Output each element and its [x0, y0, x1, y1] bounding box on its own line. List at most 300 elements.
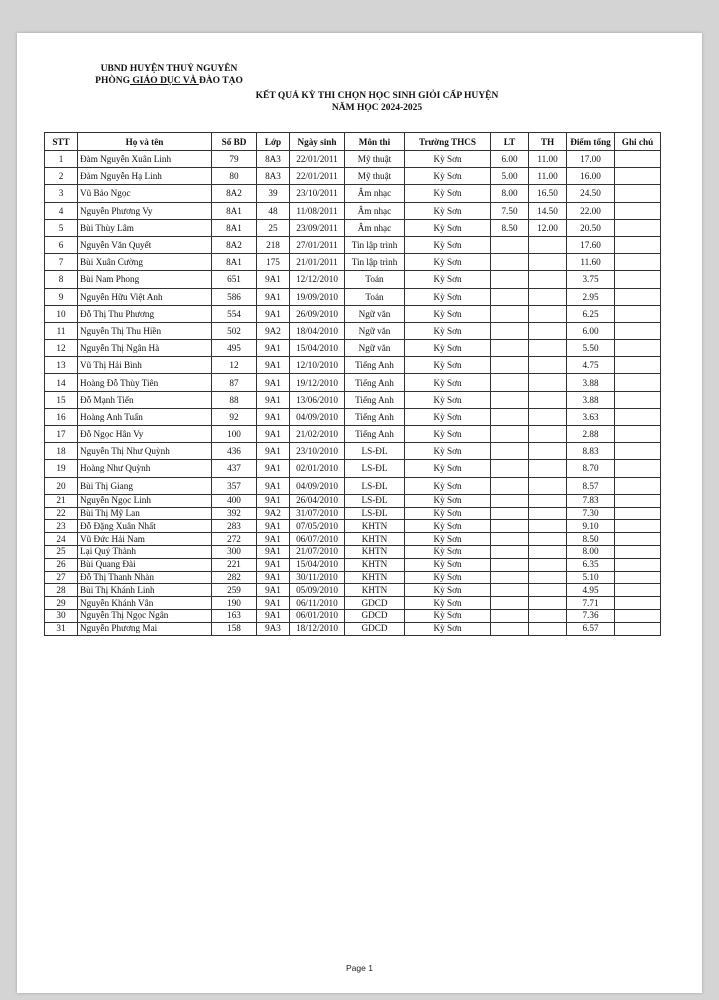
org-line-2-underlined: GIÁO DỤC VÀ — [129, 76, 199, 86]
table-cell — [491, 545, 529, 558]
table-cell: Đỗ Thị Thanh Nhàn — [78, 571, 212, 584]
table-cell: 221 — [212, 558, 257, 571]
table-cell: 100 — [212, 426, 257, 443]
table-cell: Bùi Xuân Cường — [78, 254, 212, 271]
table-cell — [491, 609, 529, 622]
table-cell: 22.00 — [567, 202, 615, 219]
table-cell: Kỳ Sơn — [405, 609, 491, 622]
table-cell — [529, 236, 567, 253]
table-cell: 7 — [45, 254, 78, 271]
table-cell: 07/05/2010 — [290, 520, 345, 533]
table-cell — [491, 254, 529, 271]
table-cell: 6.57 — [567, 622, 615, 635]
table-cell: GDCD — [345, 609, 405, 622]
table-cell: Kỳ Sơn — [405, 219, 491, 236]
table-cell: 16.00 — [567, 168, 615, 185]
table-cell: LS-ĐL — [345, 477, 405, 494]
table-cell: LS-ĐL — [345, 494, 405, 507]
table-cell: 24.50 — [567, 185, 615, 202]
table-cell: 18/12/2010 — [290, 622, 345, 635]
table-cell: KHTN — [345, 584, 405, 597]
issuing-organization — [69, 63, 269, 87]
table-cell — [615, 597, 661, 610]
document-title — [177, 90, 577, 114]
org-line-1: UBND HUYỆN THUỶ NGUYÊN — [100, 64, 238, 74]
table-cell — [615, 622, 661, 635]
table-row — [45, 271, 661, 288]
page-number: Page 1 — [346, 963, 373, 973]
table-cell: 30 — [45, 609, 78, 622]
column-header: Họ và tên — [78, 133, 212, 151]
table-cell: 12 — [45, 340, 78, 357]
table-cell: 3.88 — [567, 391, 615, 408]
table-cell: 25 — [45, 545, 78, 558]
table-cell — [615, 507, 661, 520]
table-cell: 21/07/2010 — [290, 545, 345, 558]
table-cell: Bùi Thị Khánh Linh — [78, 584, 212, 597]
table-cell: 17.60 — [567, 236, 615, 253]
table-cell — [491, 288, 529, 305]
table-cell: Nguyễn Thị Thu Hiền — [78, 322, 212, 339]
table-row — [45, 494, 661, 507]
table-cell: Kỳ Sơn — [405, 426, 491, 443]
table-cell — [529, 391, 567, 408]
table-cell: 8A1 — [212, 202, 257, 219]
table-cell — [491, 558, 529, 571]
table-cell: 6.00 — [567, 322, 615, 339]
table-cell — [529, 254, 567, 271]
table-cell — [529, 340, 567, 357]
table-cell: 15/04/2010 — [290, 340, 345, 357]
table-cell: 272 — [212, 533, 257, 546]
table-cell: Tiếng Anh — [345, 391, 405, 408]
table-cell: 8A1 — [212, 219, 257, 236]
table-cell — [491, 571, 529, 584]
table-cell — [491, 460, 529, 477]
table-cell — [491, 507, 529, 520]
column-header: Lớp — [257, 133, 290, 151]
column-header: STT — [45, 133, 78, 151]
table-cell: 06/01/2010 — [290, 609, 345, 622]
table-cell — [615, 357, 661, 374]
table-cell: LS-ĐL — [345, 443, 405, 460]
column-header: LT — [491, 133, 529, 151]
table-cell: 25 — [257, 219, 290, 236]
table-cell: 24 — [45, 533, 78, 546]
table-cell: 163 — [212, 609, 257, 622]
table-cell — [529, 477, 567, 494]
table-cell — [491, 443, 529, 460]
table-cell: Bùi Nam Phong — [78, 271, 212, 288]
table-cell — [615, 520, 661, 533]
table-cell: Ngữ văn — [345, 340, 405, 357]
table-cell: 19/12/2010 — [290, 374, 345, 391]
table-cell: 88 — [212, 391, 257, 408]
table-cell: 175 — [257, 254, 290, 271]
table-cell: Kỳ Sơn — [405, 477, 491, 494]
table-cell: 26 — [45, 558, 78, 571]
table-cell — [615, 545, 661, 558]
table-cell — [491, 374, 529, 391]
table-cell: 392 — [212, 507, 257, 520]
header-row — [45, 133, 661, 151]
table-cell — [491, 271, 529, 288]
table-cell: 21/02/2010 — [290, 426, 345, 443]
table-cell: 436 — [212, 443, 257, 460]
table-body — [45, 151, 661, 636]
table-cell — [529, 305, 567, 322]
table-cell — [529, 408, 567, 425]
table-cell: 9A1 — [257, 408, 290, 425]
table-row — [45, 460, 661, 477]
table-cell — [615, 236, 661, 253]
table-cell: Nguyễn Thị Ngọc Ngân — [78, 609, 212, 622]
table-cell — [529, 443, 567, 460]
table-cell: Kỳ Sơn — [405, 168, 491, 185]
org-line-2-end: ĐÀO TẠO — [198, 76, 243, 86]
table-cell: Đỗ Mạnh Tiến — [78, 391, 212, 408]
table-cell: 5 — [45, 219, 78, 236]
table-cell — [615, 443, 661, 460]
table-cell: 9 — [45, 288, 78, 305]
table-cell: 5.00 — [491, 168, 529, 185]
table-row — [45, 545, 661, 558]
table-cell: 9A2 — [257, 322, 290, 339]
table-cell: 29 — [45, 597, 78, 610]
table-row — [45, 357, 661, 374]
table-cell: Kỳ Sơn — [405, 545, 491, 558]
table-cell — [529, 322, 567, 339]
table-cell: 9A1 — [257, 357, 290, 374]
table-cell — [491, 408, 529, 425]
table-cell: Kỳ Sơn — [405, 202, 491, 219]
table-cell: 79 — [212, 151, 257, 168]
table-cell: Kỳ Sơn — [405, 520, 491, 533]
title-line-1: KẾT QUẢ KỲ THI CHỌN HỌC SINH GIỎI CẤP HUYỆN — [255, 91, 499, 101]
table-cell: Kỳ Sơn — [405, 408, 491, 425]
table-cell: 19 — [45, 460, 78, 477]
table-cell: 8 — [45, 271, 78, 288]
table-cell: Tin lập trình — [345, 236, 405, 253]
table-cell: 2 — [45, 168, 78, 185]
table-cell: 8A3 — [257, 151, 290, 168]
table-cell: 16 — [45, 408, 78, 425]
table-cell: Kỳ Sơn — [405, 571, 491, 584]
table-cell: Kỳ Sơn — [405, 340, 491, 357]
table-cell: Kỳ Sơn — [405, 584, 491, 597]
table-cell — [529, 545, 567, 558]
table-cell: 23 — [45, 520, 78, 533]
table-row — [45, 305, 661, 322]
table-cell: 11.60 — [567, 254, 615, 271]
table-cell: 502 — [212, 322, 257, 339]
table-cell: Kỳ Sơn — [405, 460, 491, 477]
table-cell: 8.57 — [567, 477, 615, 494]
table-cell: 7.36 — [567, 609, 615, 622]
table-cell: 9A1 — [257, 571, 290, 584]
table-cell: Kỳ Sơn — [405, 236, 491, 253]
table-cell: 554 — [212, 305, 257, 322]
table-cell: Đỗ Thị Thu Phương — [78, 305, 212, 322]
table-cell: Nguyễn Ngọc Linh — [78, 494, 212, 507]
table-cell: Kỳ Sơn — [405, 391, 491, 408]
table-cell: Âm nhạc — [345, 219, 405, 236]
table-cell: Kỳ Sơn — [405, 374, 491, 391]
table-cell: Kỳ Sơn — [405, 271, 491, 288]
table-cell — [615, 477, 661, 494]
table-row — [45, 151, 661, 168]
table-cell: KHTN — [345, 558, 405, 571]
table-cell: 6.25 — [567, 305, 615, 322]
table-cell — [615, 322, 661, 339]
table-cell: Vũ Thị Hải Bình — [78, 357, 212, 374]
table-cell: 12 — [212, 357, 257, 374]
table-cell — [491, 584, 529, 597]
table-cell: 9A1 — [257, 460, 290, 477]
table-row — [45, 426, 661, 443]
table-cell — [491, 597, 529, 610]
table-cell: 7.30 — [567, 507, 615, 520]
table-cell: Mỹ thuật — [345, 151, 405, 168]
table-cell: 283 — [212, 520, 257, 533]
column-header: Số BD — [212, 133, 257, 151]
table-row — [45, 443, 661, 460]
table-cell: Lại Quý Thành — [78, 545, 212, 558]
table-cell — [529, 597, 567, 610]
table-cell: 80 — [212, 168, 257, 185]
table-cell: Kỳ Sơn — [405, 507, 491, 520]
table-row — [45, 322, 661, 339]
table-cell: Nguyễn Phương Mai — [78, 622, 212, 635]
table-cell — [529, 533, 567, 546]
table-cell: 8.70 — [567, 460, 615, 477]
table-cell: 10 — [45, 305, 78, 322]
table-cell: 9A1 — [257, 520, 290, 533]
org-line-2 — [69, 75, 269, 87]
table-cell: 9.10 — [567, 520, 615, 533]
table-cell: 437 — [212, 460, 257, 477]
table-cell: GDCD — [345, 622, 405, 635]
table-cell: 9A1 — [257, 271, 290, 288]
column-header: Điểm tổng — [567, 133, 615, 151]
table-cell: Ngữ văn — [345, 322, 405, 339]
table-cell — [529, 609, 567, 622]
table-row — [45, 533, 661, 546]
table-cell: 11.00 — [529, 168, 567, 185]
table-cell — [615, 254, 661, 271]
table-cell: 15 — [45, 391, 78, 408]
table-cell: Âm nhạc — [345, 202, 405, 219]
table-cell — [615, 494, 661, 507]
table-cell: 26/09/2010 — [290, 305, 345, 322]
table-cell: Nguyễn Thị Ngân Hà — [78, 340, 212, 357]
table-cell: 18/04/2010 — [290, 322, 345, 339]
table-cell: 12/10/2010 — [290, 357, 345, 374]
table-cell: 21/01/2011 — [290, 254, 345, 271]
table-cell — [615, 460, 661, 477]
table-cell: 7.50 — [491, 202, 529, 219]
table-row — [45, 288, 661, 305]
column-header: Ghi chú — [615, 133, 661, 151]
table-cell: Tiếng Anh — [345, 374, 405, 391]
table-cell: 9A1 — [257, 494, 290, 507]
table-cell — [529, 357, 567, 374]
table-cell: 357 — [212, 477, 257, 494]
table-cell — [529, 494, 567, 507]
table-cell: Nguyễn Thị Như Quỳnh — [78, 443, 212, 460]
table-cell: 9A1 — [257, 558, 290, 571]
table-cell: 4 — [45, 202, 78, 219]
table-cell: Nguyễn Phương Vy — [78, 202, 212, 219]
table-cell: 13/06/2010 — [290, 391, 345, 408]
table-cell: Kỳ Sơn — [405, 305, 491, 322]
table-cell — [529, 584, 567, 597]
table-header — [45, 133, 661, 151]
table-cell: 4.95 — [567, 584, 615, 597]
table-cell — [615, 374, 661, 391]
table-cell: 02/01/2010 — [290, 460, 345, 477]
table-cell: 17.00 — [567, 151, 615, 168]
org-line-2-start: PHÒNG — [95, 76, 130, 86]
table-cell: Âm nhạc — [345, 185, 405, 202]
table-cell — [615, 151, 661, 168]
table-cell: 48 — [257, 202, 290, 219]
table-row — [45, 558, 661, 571]
table-cell: 8.83 — [567, 443, 615, 460]
table-cell: 9A1 — [257, 391, 290, 408]
table-row — [45, 391, 661, 408]
column-header: Môn thi — [345, 133, 405, 151]
table-cell: Kỳ Sơn — [405, 288, 491, 305]
table-cell — [529, 271, 567, 288]
table-cell — [491, 322, 529, 339]
table-cell: Hoàng Đỗ Thùy Tiên — [78, 374, 212, 391]
table-cell: 300 — [212, 545, 257, 558]
column-header: Trường THCS — [405, 133, 491, 151]
table-cell: 9A2 — [257, 507, 290, 520]
table-cell — [491, 305, 529, 322]
table-row — [45, 168, 661, 185]
table-cell: 13 — [45, 357, 78, 374]
table-cell: 17 — [45, 426, 78, 443]
table-cell — [491, 340, 529, 357]
table-cell: Ngữ văn — [345, 305, 405, 322]
table-cell: Tiếng Anh — [345, 357, 405, 374]
table-cell — [529, 288, 567, 305]
table-cell: 14.50 — [529, 202, 567, 219]
table-cell: 16.50 — [529, 185, 567, 202]
table-cell: 23/09/2011 — [290, 219, 345, 236]
table-row — [45, 408, 661, 425]
table-cell: 8.00 — [491, 185, 529, 202]
table-row — [45, 236, 661, 253]
table-cell: 8.00 — [567, 545, 615, 558]
table-row — [45, 254, 661, 271]
table-cell: Nguyễn Văn Quyết — [78, 236, 212, 253]
table-cell: Kỳ Sơn — [405, 622, 491, 635]
table-cell — [491, 533, 529, 546]
table-cell: Kỳ Sơn — [405, 597, 491, 610]
table-cell: 5.50 — [567, 340, 615, 357]
table-cell: 9A1 — [257, 288, 290, 305]
table-cell — [529, 558, 567, 571]
table-cell: Kỳ Sơn — [405, 254, 491, 271]
table-cell: 30/11/2010 — [290, 571, 345, 584]
table-cell: Nguyễn Hữu Việt Anh — [78, 288, 212, 305]
column-header: Ngày sinh — [290, 133, 345, 151]
table-cell: 92 — [212, 408, 257, 425]
table-row — [45, 597, 661, 610]
column-header: TH — [529, 133, 567, 151]
table-cell — [615, 426, 661, 443]
table-cell: Mỹ thuật — [345, 168, 405, 185]
table-cell: 18 — [45, 443, 78, 460]
table-cell: Đỗ Ngọc Hân Vy — [78, 426, 212, 443]
table-cell: 9A1 — [257, 584, 290, 597]
table-cell: Tiếng Anh — [345, 408, 405, 425]
table-cell: 26/04/2010 — [290, 494, 345, 507]
table-cell: KHTN — [345, 520, 405, 533]
table-cell: 9A1 — [257, 340, 290, 357]
table-cell: 05/09/2010 — [290, 584, 345, 597]
table-cell: Toán — [345, 288, 405, 305]
table-cell: 218 — [257, 236, 290, 253]
table-cell: 8A2 — [212, 236, 257, 253]
table-row — [45, 202, 661, 219]
document-page — [17, 33, 702, 993]
table-cell: 06/07/2010 — [290, 533, 345, 546]
table-cell: Hoàng Như Quỳnh — [78, 460, 212, 477]
table-row — [45, 584, 661, 597]
table-cell — [615, 609, 661, 622]
table-cell: 20.50 — [567, 219, 615, 236]
table-row — [45, 622, 661, 635]
table-cell: 11.00 — [529, 151, 567, 168]
table-cell: 06/11/2010 — [290, 597, 345, 610]
table-cell: 04/09/2010 — [290, 477, 345, 494]
table-row — [45, 219, 661, 236]
table-cell — [491, 494, 529, 507]
table-cell — [529, 520, 567, 533]
table-cell: LS-ĐL — [345, 460, 405, 477]
table-cell — [615, 185, 661, 202]
table-cell: 3.63 — [567, 408, 615, 425]
table-cell: 23/10/2010 — [290, 443, 345, 460]
table-cell: 495 — [212, 340, 257, 357]
table-cell: 8.50 — [567, 533, 615, 546]
table-cell: 87 — [212, 374, 257, 391]
table-cell: 7.71 — [567, 597, 615, 610]
table-cell — [615, 408, 661, 425]
table-cell: Hoàng Anh Tuấn — [78, 408, 212, 425]
table-cell: 8A1 — [212, 254, 257, 271]
table-cell: 11 — [45, 322, 78, 339]
table-cell: Toán — [345, 271, 405, 288]
table-cell: Kỳ Sơn — [405, 558, 491, 571]
table-cell — [615, 340, 661, 357]
table-cell: 14 — [45, 374, 78, 391]
table-row — [45, 571, 661, 584]
table-cell — [491, 357, 529, 374]
table-cell — [615, 571, 661, 584]
table-cell: 6.00 — [491, 151, 529, 168]
table-cell: 7.83 — [567, 494, 615, 507]
table-cell: Đàm Nguyễn Hạ Linh — [78, 168, 212, 185]
table-cell: 2.88 — [567, 426, 615, 443]
results-table — [44, 132, 661, 636]
table-row — [45, 374, 661, 391]
table-cell: 31/07/2010 — [290, 507, 345, 520]
